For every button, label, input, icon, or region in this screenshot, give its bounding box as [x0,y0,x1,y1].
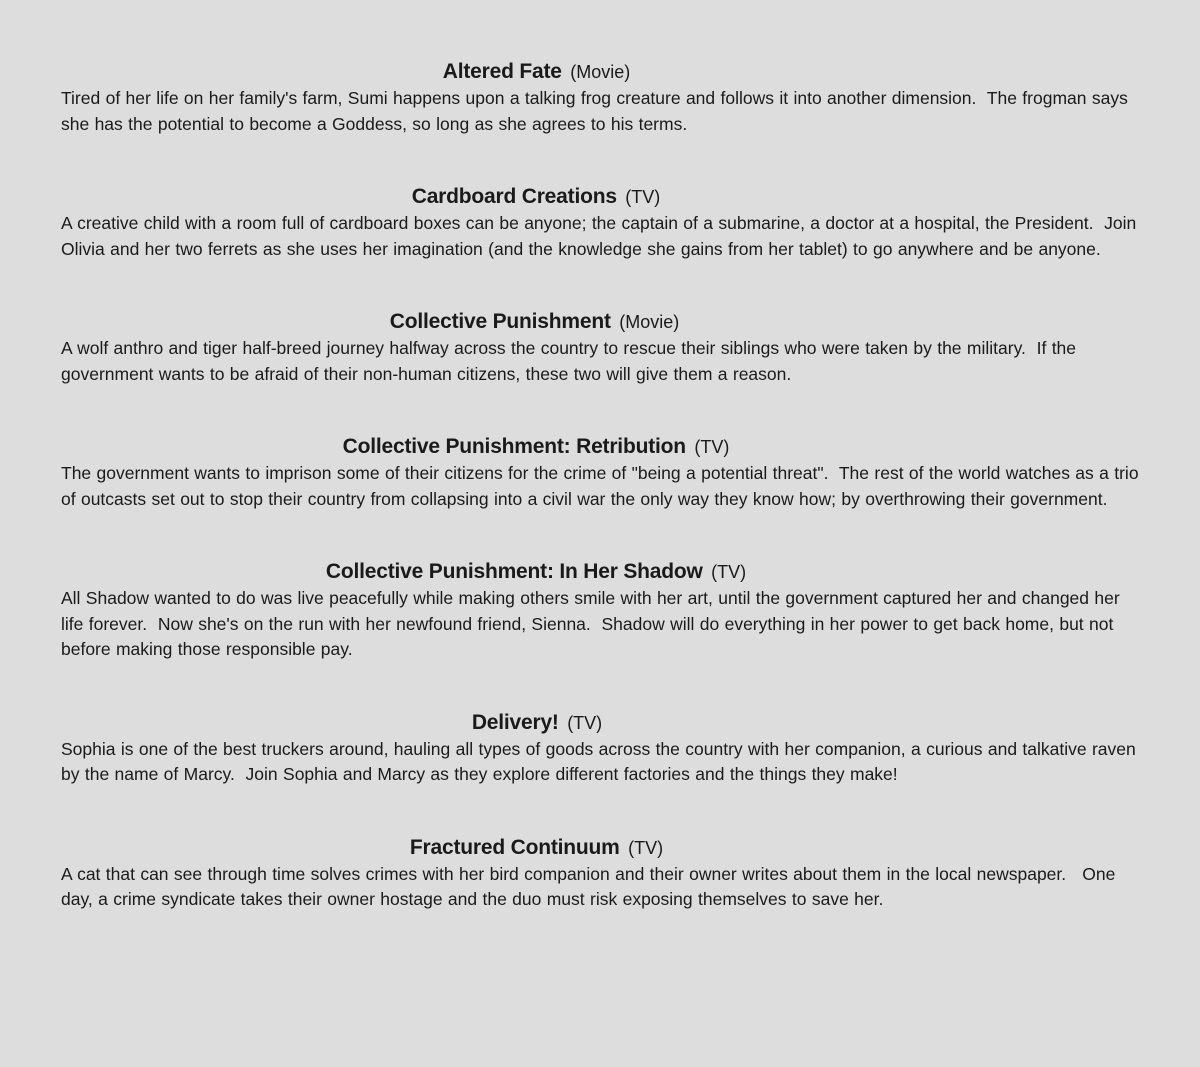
entry-title: Collective Punishment: In Her Shadow [325,560,703,583]
entry-header [0,308,1150,336]
entry-title: Delivery! [471,710,559,734]
entry-cardboard-creations [61,183,1141,262]
entry-title: Altered Fate [442,60,562,83]
entry-fractured-continuum [61,834,1141,913]
entry-collective-punishment [61,308,1141,387]
entry-description: Tired of her life on her family's farm, Sumi happens upon a talking frog creature and follows it into another dimension. The frogman says she has the potential to become a Goddess, so long as she agrees to his terms. [61,88,1134,134]
entry-header [0,183,1150,211]
entry-description: A creative child with a room full of cardboard boxes can be anyone; the captain of a submarine, a doctor at a hospital, the President. Join Olivia and her two ferrets as she uses her imagination (and the knowledge she gains from her tablet) to go anywhere and be anyone. [61,213,1142,259]
entry-description: All Shadow wanted to do was live peacefully while making others smile with her art, until the government captured her and changed her life forever. Now she's on the run with her newfound friend, Sienna. Shadow will do everything in her power to get back home, but not before making those responsible pay. [61,588,1126,659]
entry-description: A cat that can see through time solves crimes with her bird companion and their owner writes about them in the local newspaper. One day, a crime syndicate takes their owner hostage and the duo must risk exposing themselves to save her. [61,863,1121,909]
entry-type: (Movie) [619,312,680,332]
entry-type: (TV) [625,187,661,207]
entry-header [0,58,1150,86]
entry-type: (TV) [694,437,730,457]
entry-type: (TV) [628,837,664,858]
entry-type: (Movie) [570,62,631,82]
entry-collective-punishment-in-her-shadow [61,558,1141,663]
entry-title: Collective Punishment [389,310,611,333]
entry-type: (TV) [711,562,747,582]
entry-description: The government wants to imprison some of their citizens for the crime of "being a potential threat". The rest of the world watches as a trio of outcasts set out to stop their country from collapsing into a civil war the only way they know how; by overthrowing their government. [61,463,1144,509]
entry-header [0,709,1150,737]
entry-header [0,558,1150,586]
entry-title: Fractured Continuum [409,835,620,859]
entry-title: Cardboard Creations [411,185,617,208]
entry-header [0,834,1150,862]
entry-description: Sophia is one of the best truckers around, hauling all types of goods across the country with her companion, a curious and talkative raven by the name of Marcy. Join Sophia and Marcy as they explore different factories and the things they make! [61,738,1142,784]
entry-description: A wolf anthro and tiger half-breed journey halfway across the country to rescue their siblings who were taken by the military. If the government wants to be afraid of their non-human citizens, these two will give them a reason. [61,338,1082,384]
entry-altered-fate [61,58,1141,137]
entry-type: (TV) [567,712,603,733]
entry-header [0,433,1150,461]
entry-title: Collective Punishment: Retribution [342,435,686,458]
entry-delivery [61,709,1141,788]
entry-collective-punishment-retribution [61,433,1144,512]
